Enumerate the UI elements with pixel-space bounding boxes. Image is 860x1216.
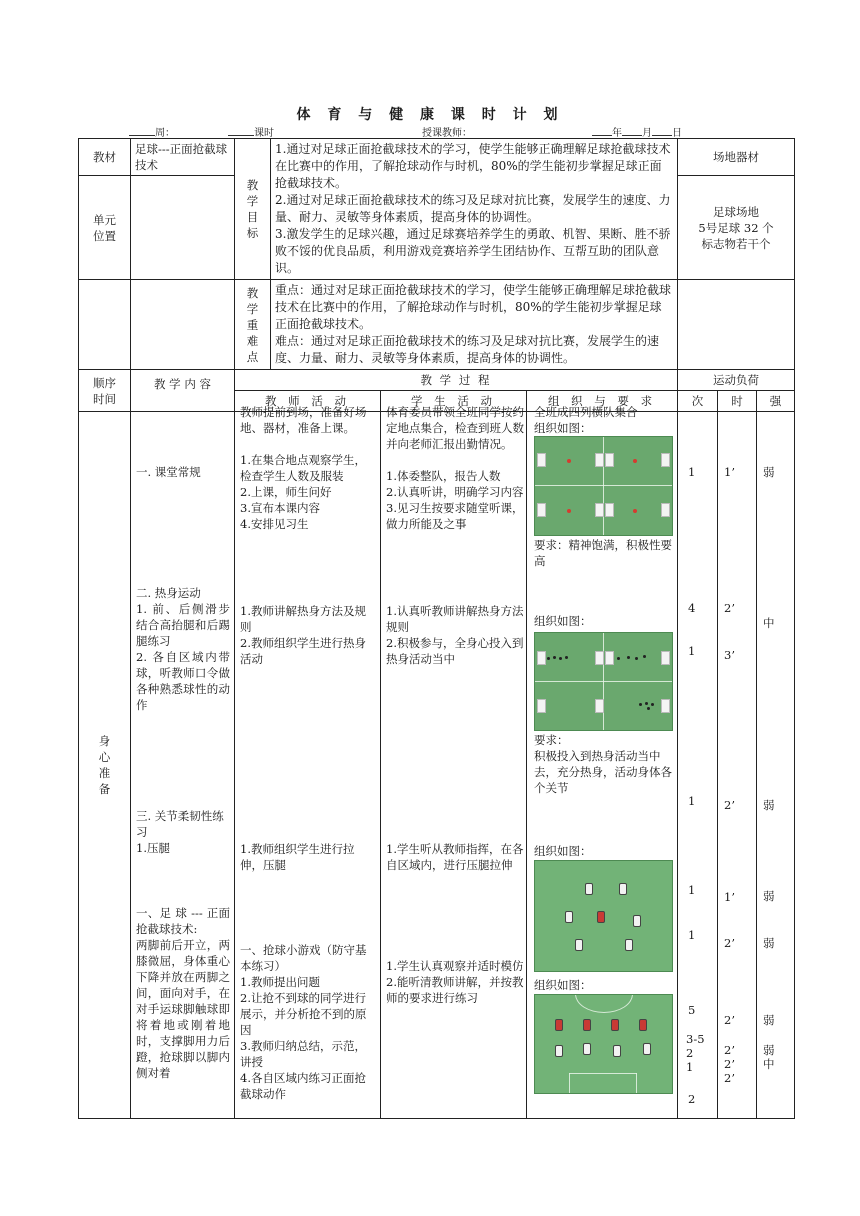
goal-icon bbox=[661, 503, 670, 517]
goal-icon bbox=[537, 699, 546, 713]
week-field bbox=[129, 124, 175, 139]
load-times-6: 1 bbox=[688, 928, 696, 942]
player-icon bbox=[583, 1043, 591, 1055]
header-times: 次 bbox=[678, 391, 718, 412]
page-title: 体 育 与 健 康 课 时 计 划 bbox=[296, 107, 564, 123]
player-dot bbox=[635, 657, 638, 660]
label-key-points: 教 学 重 难 点 bbox=[235, 280, 271, 370]
goal-icon bbox=[595, 651, 604, 665]
diagram-warmup-field bbox=[534, 632, 673, 731]
goal-icon bbox=[537, 651, 546, 665]
lesson-label: 课时 bbox=[254, 128, 274, 139]
teacher-routine: 教师提前到场，准备好场地、器材，准备上课。 1.在集合地点观察学生，检查学生人数及服装 2.上课，师生问好 3.宣布本课内容 4.安排见习生 bbox=[240, 405, 367, 531]
load-duration-3: 3’ bbox=[724, 648, 735, 662]
load-intensity-5: 弱 bbox=[763, 889, 775, 903]
player-dot bbox=[547, 657, 550, 660]
label-equipment: 场地器材 bbox=[678, 139, 795, 176]
load-duration-8: 2’ 2’ 2’ bbox=[724, 1043, 735, 1085]
load-intensity-6: 弱 bbox=[763, 936, 775, 950]
material-row bbox=[79, 139, 795, 176]
org-routine: 全班成四列横队集合 组织如图： bbox=[534, 405, 638, 435]
player-dot bbox=[627, 656, 630, 659]
cone-icon bbox=[567, 509, 571, 513]
unit-value bbox=[131, 176, 235, 280]
load-times-5: 1 bbox=[688, 883, 696, 897]
content-flexibility: 三. 关节柔韧性练习 1.压腿 bbox=[136, 809, 224, 855]
header-student-activity: 学 生 活 动 bbox=[381, 391, 527, 412]
goal-icon bbox=[595, 699, 604, 713]
player-dot bbox=[617, 657, 620, 660]
header-teacher-activity: 教 师 活 动 bbox=[235, 391, 381, 412]
load-intensity-4: 弱 bbox=[763, 798, 775, 812]
load-intensity-1: 弱 bbox=[763, 465, 775, 479]
teacher-warmup: 1.教师讲解热身方法及规则 2.教师组织学生进行热身活动 bbox=[240, 604, 366, 666]
header-intensity: 强 bbox=[757, 391, 795, 412]
header-duration: 时 bbox=[718, 391, 757, 412]
goal-icon bbox=[661, 651, 670, 665]
player-dot bbox=[643, 655, 646, 658]
equipment-value: 足球场地 5号足球 32 个 标志物若干个 bbox=[678, 176, 795, 280]
load-times-3: 1 bbox=[688, 644, 696, 658]
student-routine: 体育委员带领全班同学按约定地点集合，检查到班人数并向老师汇报出勤情况。 1.体委整队，报告人数 2.认真听讲，明确学习内容 3.见习生按要求随堂听课，做力所能及之事 bbox=[386, 405, 524, 531]
cone-icon bbox=[567, 459, 571, 463]
player-dot bbox=[553, 656, 556, 659]
player-icon bbox=[555, 1045, 563, 1057]
lesson-field bbox=[228, 124, 274, 139]
teacher-flexibility: 1.教师组织学生进行拉伸，压腿 bbox=[240, 842, 355, 872]
load-duration-4: 2’ bbox=[724, 798, 735, 812]
content-warmup: 二. 热身运动 1. 前、后侧滑步结合高抬腿和后踢腿练习 2. 各自区域内带球，听教师口令做各种熟悉球性的动作 bbox=[136, 586, 230, 712]
teacher-field bbox=[422, 124, 472, 139]
org-technique: 组织如图： bbox=[534, 978, 592, 992]
player-dot bbox=[645, 702, 648, 705]
teaching-goals: 1.通过对足球正面抢截球技术的学习，使学生能够正确理解足球抢截球技术在比赛中的作用，了解抢球动作与时机，80%的学生能初步掌握足球正面抢截球技术。 2.通过对足球正面抢截球技术的练习及足球对抗比赛，发展学生的速度、力量、耐力、灵敏等身体素质，提高身体的协调性。 3.激发学生的足球兴趣，通过足球赛培养学生的勇敢、机智、果断、胜不骄败不馁的优良品质，利用游戏竞赛培养学生团结协作、互帮互助的团队意识。 bbox=[271, 139, 678, 280]
goal-icon bbox=[661, 699, 670, 713]
header-load: 运动负荷 bbox=[678, 370, 795, 391]
load-duration-7: 2’ bbox=[724, 1013, 735, 1027]
player-icon bbox=[555, 1019, 563, 1031]
goal-icon bbox=[595, 503, 604, 517]
player-icon bbox=[585, 883, 593, 895]
label-goal: 教 学 目 标 bbox=[235, 139, 271, 280]
teacher-technique: 一、抢球小游戏（防守基本练习） 1.教师提出问题 2.让抢不到球的同学进行展示，并分析抢不到的原因 3.教师归纳总结，示范，讲授 4.各自区域内练习正面抢截球动作 bbox=[240, 943, 367, 1101]
week-label: 周： bbox=[155, 128, 175, 139]
phase-label: 身 心 准 备 bbox=[79, 412, 131, 1119]
teacher-label: 授课教师： bbox=[422, 128, 472, 139]
content-technique: 一、足 球 --- 正面抢截球技术: 两脚前后开立，两膝微屈，身体重心下降并放在两脚之间，面向对手，在对手运球脚触球即将着地或刚着地时，支撑脚用力后蹬，抢球脚以脚内侧对着 bbox=[136, 906, 230, 1080]
player-dot bbox=[565, 656, 568, 659]
key-points: 重点：通过对足球正面抢截球技术的学习，使学生能够正确理解足球抢截球技术在比赛中的作用，了解抢球动作与时机，80%的学生能初步掌握足球正面抢截球技术。 难点：通过对足球正面抢截球技术的练习及足球对抗比赛，发展学生的速度、力量、耐力、灵敏等身体素质，提高身体的协调性。 bbox=[271, 280, 678, 370]
label-unit: 单元 位置 bbox=[79, 176, 131, 280]
header-order-time: 顺序 时间 bbox=[79, 370, 131, 412]
player-dot bbox=[639, 703, 642, 706]
load-intensity-8: 弱 中 bbox=[763, 1043, 775, 1071]
day-label: 日 bbox=[672, 128, 682, 139]
goal-icon bbox=[595, 453, 604, 467]
load-times-1: 1 bbox=[688, 465, 696, 479]
diagram-assembly-field bbox=[534, 436, 673, 536]
load-duration-6: 2’ bbox=[724, 936, 735, 950]
player-icon bbox=[575, 939, 583, 951]
org-warmup-requirement: 要求： 积极投入到热身活动当中去，充分热身，活动身体各个关节 bbox=[534, 733, 672, 795]
load-times-7: 5 bbox=[688, 1003, 696, 1017]
header-row bbox=[79, 370, 795, 391]
header-organize: 组 织 与 要 求 bbox=[527, 391, 678, 412]
player-icon bbox=[611, 1019, 619, 1031]
cone-icon bbox=[633, 459, 637, 463]
student-technique: 1.学生认真观察并适时模仿 2.能听清教师讲解，并按教师的要求进行练习 bbox=[386, 959, 524, 1005]
cone-icon bbox=[633, 509, 637, 513]
year-label: 年 bbox=[612, 128, 622, 139]
student-warmup: 1.认真听教师讲解热身方法规则 2.积极参与，全身心投入到热身活动当中 bbox=[386, 604, 524, 666]
load-times-9: 2 bbox=[688, 1092, 696, 1106]
goal-icon bbox=[605, 651, 614, 665]
org-warmup: 组织如图： bbox=[534, 614, 592, 628]
org-routine-requirement: 要求：精神饱满，积极性要高 bbox=[534, 538, 672, 568]
player-icon bbox=[625, 939, 633, 951]
player-icon bbox=[619, 883, 627, 895]
load-duration-1: 1’ bbox=[724, 465, 735, 479]
player-dot bbox=[651, 703, 654, 706]
goal-icon bbox=[605, 453, 614, 467]
player-dot bbox=[647, 707, 650, 710]
player-icon bbox=[633, 915, 641, 927]
diagram-technique-field bbox=[534, 994, 673, 1094]
player-icon bbox=[597, 911, 605, 923]
load-times-2: 4 bbox=[688, 601, 696, 615]
player-icon bbox=[565, 911, 573, 923]
player-icon bbox=[643, 1043, 651, 1055]
header-content: 教 学 内 容 bbox=[131, 370, 235, 412]
load-intensity-7: 弱 bbox=[763, 1013, 775, 1027]
content-routine: 一. 课堂常规 bbox=[136, 465, 201, 479]
diagram-flexibility-field bbox=[534, 860, 673, 972]
player-icon bbox=[583, 1019, 591, 1031]
org-flexibility: 组织如图： bbox=[534, 844, 592, 858]
goal-icon bbox=[661, 453, 670, 467]
load-duration-2: 2’ bbox=[724, 601, 735, 615]
material-value: 足球---正面抢截球技术 bbox=[131, 139, 235, 176]
label-material: 教材 bbox=[79, 139, 131, 176]
goal-icon bbox=[605, 503, 614, 517]
load-duration-5: 1’ bbox=[724, 890, 735, 904]
date-field bbox=[592, 124, 682, 139]
player-icon bbox=[639, 1019, 647, 1031]
load-times-4: 1 bbox=[688, 794, 696, 808]
player-icon bbox=[613, 1045, 621, 1057]
goal-icon bbox=[537, 503, 546, 517]
goal-icon bbox=[537, 453, 546, 467]
key-points-row bbox=[79, 280, 795, 370]
month-label: 月 bbox=[642, 128, 652, 139]
student-flexibility: 1.学生听从教师指挥，在各自区域内，进行压腿拉伸 bbox=[386, 842, 524, 872]
load-intensity-2: 中 bbox=[763, 616, 775, 630]
player-dot bbox=[559, 657, 562, 660]
header-process: 教 学 过 程 bbox=[235, 370, 678, 391]
load-times-8: 3-5 2 1 bbox=[686, 1032, 705, 1074]
